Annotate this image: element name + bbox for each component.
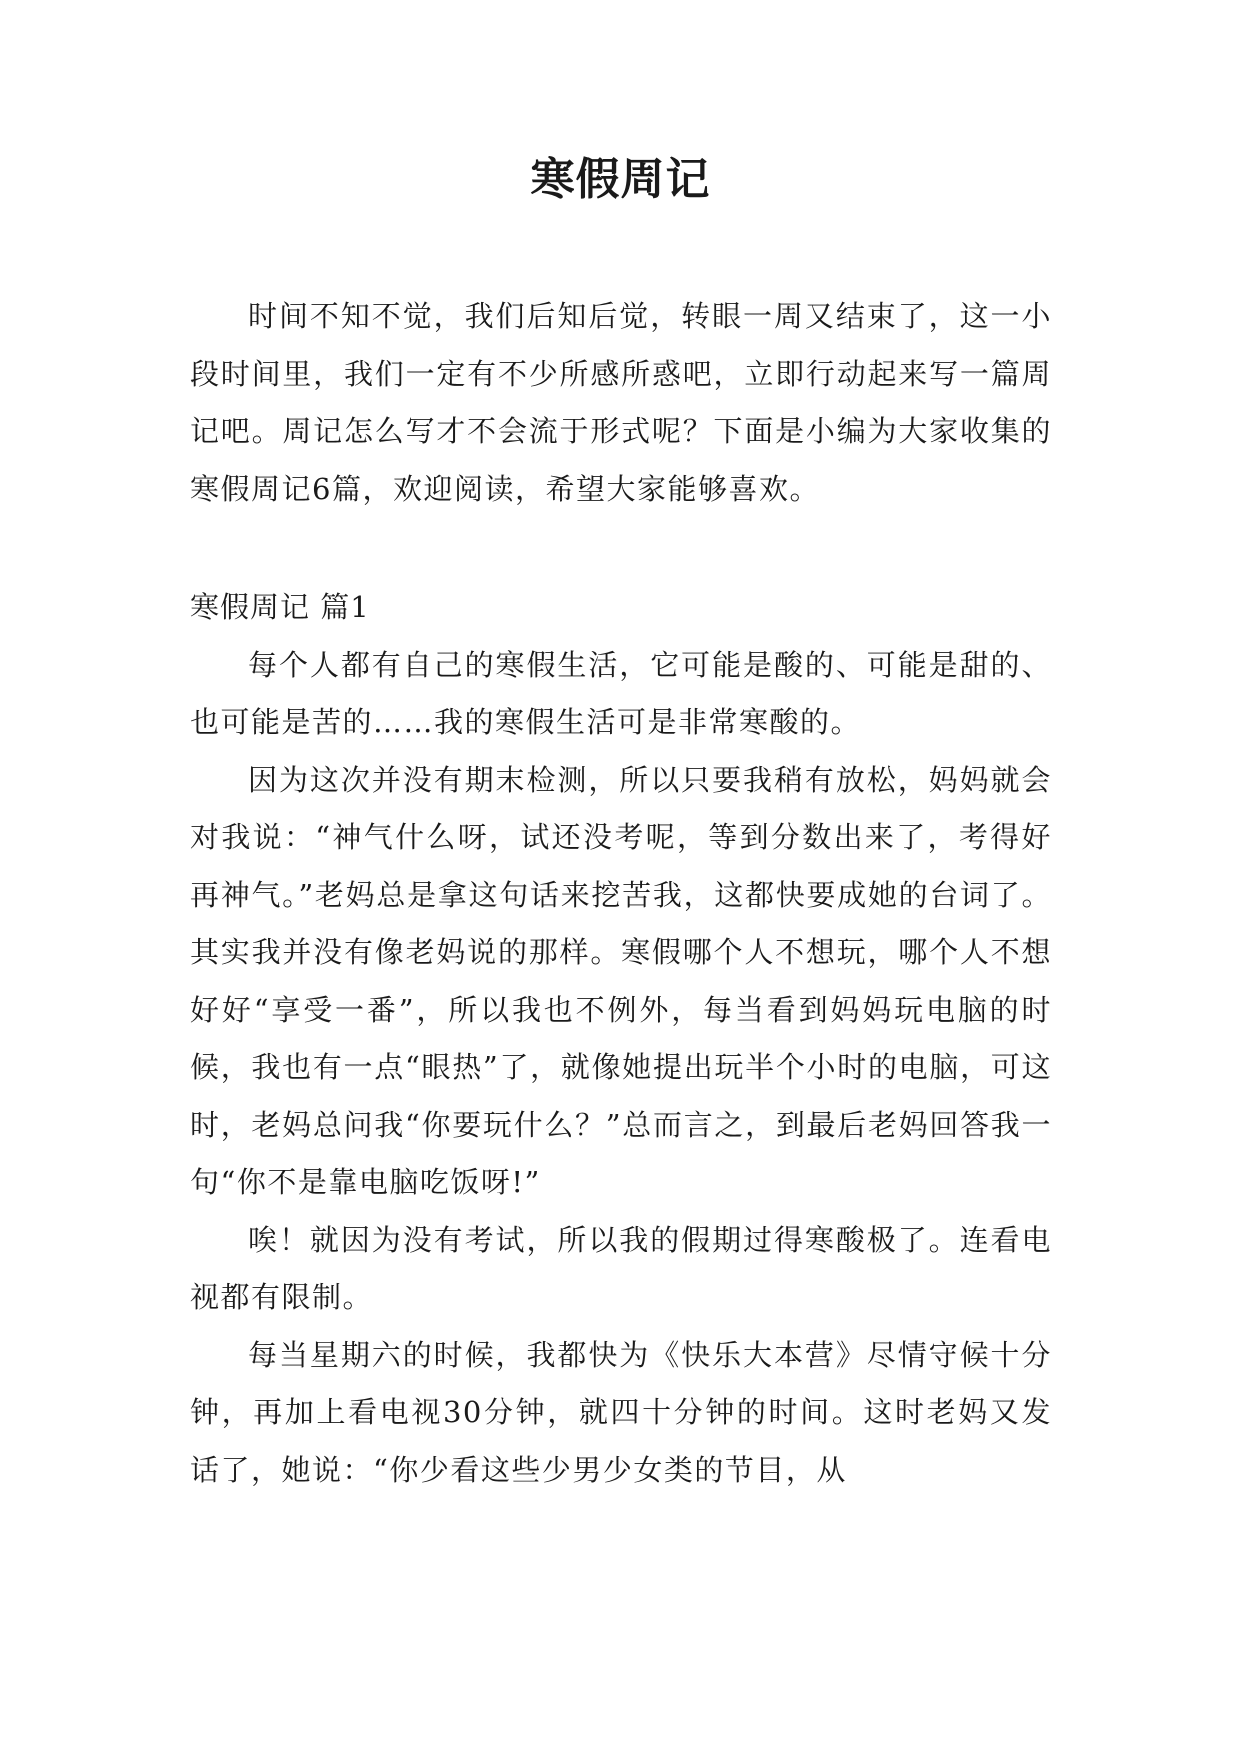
paragraph-1: 每个人都有自己的寒假生活，它可能是酸的、可能是甜的、也可能是苦的……我的寒假生活可是非常寒酸的。: [190, 647, 1052, 739]
intro-block: [190, 288, 1052, 518]
paragraph-4: 每当星期六的时候，我都快为《快乐大本营》尽情守候十分钟，再加上看电视30分钟，就四十分钟的时间。这时老妈又发话了，她说：“你少看这些少男少女类的节目，从: [190, 1337, 1052, 1487]
intro-paragraph: 时间不知不觉，我们后知后觉，转眼一周又结束了，这一小段时间里，我们一定有不少所感所惑吧，立即行动起来写一篇周记吧。周记怎么写才不会流于形式呢？下面是小编为大家收集的寒假周记6篇，欢迎阅读，希望大家能够喜欢。: [190, 299, 1052, 506]
document-title: 寒假周记: [530, 154, 711, 205]
paragraph-2: 因为这次并没有期末检测，所以只要我稍有放松，妈妈就会对我说：“神气什么呀，试还没考呢，等到分数出来了，考得好再神气。”老妈总是拿这句话来挖苦我，这都快要成她的台词了。其实我并没有像老妈说的那样。寒假哪个人不想玩，哪个人不想好好“享受一番”，所以我也不例外，每当看到妈妈玩电脑的时候，我也有一点“眼热”了，就像她提出玩半个小时的电脑，可这时，老妈总问我“你要玩什么？”总而言之，到最后老妈回答我一句“你不是靠电脑吃饭呀!”: [190, 762, 1052, 1199]
section-heading: 寒假周记 篇1: [190, 590, 370, 624]
article-body: [190, 579, 1052, 1499]
paragraph-3: 唉！就因为没有考试，所以我的假期过得寒酸极了。连看电视都有限制。: [190, 1222, 1052, 1314]
